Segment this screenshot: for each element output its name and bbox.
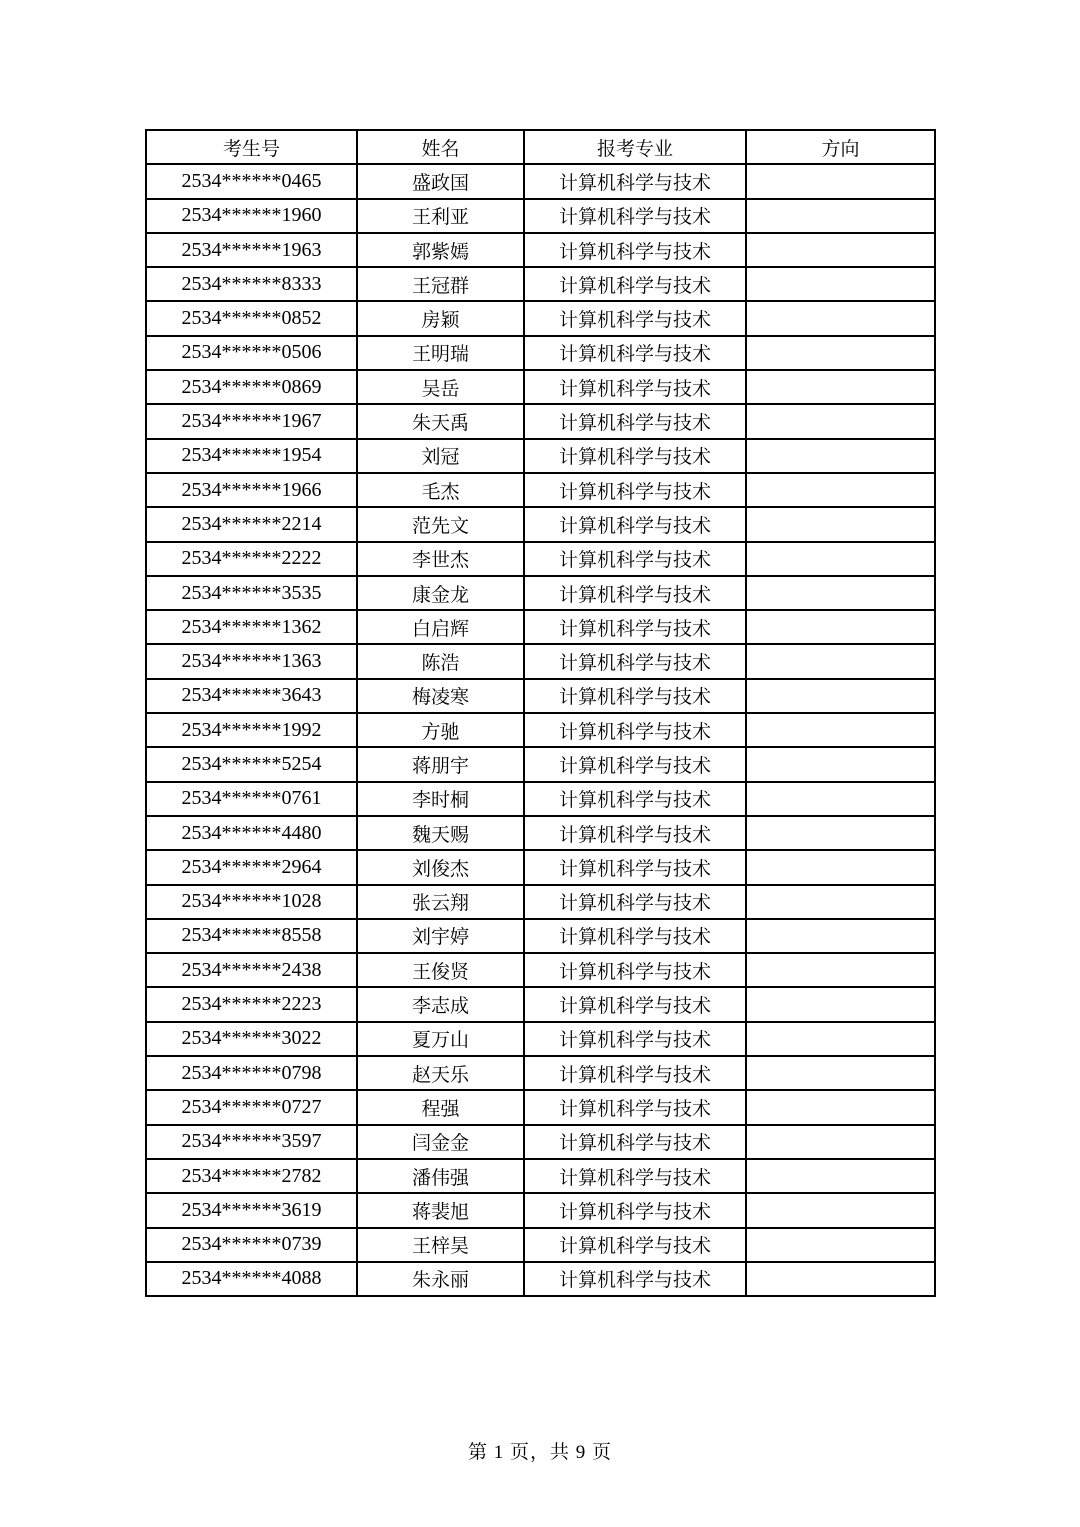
name-cell: 王明瑞 [357, 336, 524, 370]
direction-cell [746, 1228, 935, 1262]
exam-id-cell: 2534******0506 [146, 336, 357, 370]
major-cell: 计算机科学与技术 [524, 1193, 746, 1227]
table-row [146, 1228, 935, 1262]
table-row [146, 1125, 935, 1159]
table-row [146, 1193, 935, 1227]
exam-id-cell: 2534******0761 [146, 782, 357, 816]
exam-id-cell: 2534******0465 [146, 164, 357, 198]
major-cell: 计算机科学与技术 [524, 987, 746, 1021]
name-cell: 刘宇婷 [357, 919, 524, 953]
table-row [146, 816, 935, 850]
major-cell: 计算机科学与技术 [524, 576, 746, 610]
direction-cell [746, 1193, 935, 1227]
column-header-exam-id: 考生号 [146, 130, 357, 164]
table-row [146, 919, 935, 953]
name-cell: 赵天乐 [357, 1056, 524, 1090]
name-cell: 梅凌寒 [357, 679, 524, 713]
table-row [146, 542, 935, 576]
major-cell: 计算机科学与技术 [524, 1090, 746, 1124]
name-cell: 方驰 [357, 713, 524, 747]
direction-cell [746, 507, 935, 541]
major-cell: 计算机科学与技术 [524, 473, 746, 507]
direction-cell [746, 644, 935, 678]
name-cell: 蒋朋宇 [357, 747, 524, 781]
direction-cell [746, 473, 935, 507]
direction-cell [746, 199, 935, 233]
exam-id-cell: 2534******2214 [146, 507, 357, 541]
direction-cell [746, 301, 935, 335]
name-cell: 王梓昊 [357, 1228, 524, 1262]
table-row [146, 1262, 935, 1296]
major-cell: 计算机科学与技术 [524, 713, 746, 747]
major-cell: 计算机科学与技术 [524, 610, 746, 644]
table-header-row [146, 130, 935, 164]
major-cell: 计算机科学与技术 [524, 404, 746, 438]
major-cell: 计算机科学与技术 [524, 850, 746, 884]
exam-id-cell: 2534******3643 [146, 679, 357, 713]
exam-id-cell: 2534******1966 [146, 473, 357, 507]
direction-cell [746, 542, 935, 576]
table-row [146, 301, 935, 335]
major-cell: 计算机科学与技术 [524, 782, 746, 816]
major-cell: 计算机科学与技术 [524, 919, 746, 953]
name-cell: 蒋裴旭 [357, 1193, 524, 1227]
direction-cell [746, 850, 935, 884]
direction-cell [746, 885, 935, 919]
page-footer: 第 1 页，共 9 页 [467, 1442, 612, 1463]
exam-id-cell: 2534******4088 [146, 1262, 357, 1296]
name-cell: 陈浩 [357, 644, 524, 678]
exam-id-cell: 2534******1992 [146, 713, 357, 747]
major-cell: 计算机科学与技术 [524, 816, 746, 850]
column-header-major: 报考专业 [524, 130, 746, 164]
direction-cell [746, 439, 935, 473]
direction-cell [746, 610, 935, 644]
exam-id-cell: 2534******8558 [146, 919, 357, 953]
table-row [146, 1022, 935, 1056]
exam-id-cell: 2534******2223 [146, 987, 357, 1021]
major-cell: 计算机科学与技术 [524, 336, 746, 370]
name-cell: 程强 [357, 1090, 524, 1124]
table-row [146, 644, 935, 678]
direction-cell [746, 1090, 935, 1124]
major-cell: 计算机科学与技术 [524, 199, 746, 233]
exam-id-cell: 2534******0869 [146, 370, 357, 404]
name-cell: 郭紫嫣 [357, 233, 524, 267]
major-cell: 计算机科学与技术 [524, 164, 746, 198]
table-row [146, 164, 935, 198]
table-row [146, 679, 935, 713]
exam-id-cell: 2534******2438 [146, 953, 357, 987]
direction-cell [746, 747, 935, 781]
exam-id-cell: 2534******5254 [146, 747, 357, 781]
exam-id-cell: 2534******1362 [146, 610, 357, 644]
table-row [146, 1056, 935, 1090]
name-cell: 康金龙 [357, 576, 524, 610]
major-cell: 计算机科学与技术 [524, 679, 746, 713]
major-cell: 计算机科学与技术 [524, 1022, 746, 1056]
direction-cell [746, 233, 935, 267]
exam-id-cell: 2534******0739 [146, 1228, 357, 1262]
table-row [146, 713, 935, 747]
name-cell: 王冠群 [357, 267, 524, 301]
exam-id-cell: 2534******1028 [146, 885, 357, 919]
name-cell: 潘伟强 [357, 1159, 524, 1193]
exam-id-cell: 2534******0727 [146, 1090, 357, 1124]
direction-cell [746, 816, 935, 850]
direction-cell [746, 987, 935, 1021]
major-cell: 计算机科学与技术 [524, 885, 746, 919]
table-row [146, 370, 935, 404]
exam-id-cell: 2534******2222 [146, 542, 357, 576]
major-cell: 计算机科学与技术 [524, 1125, 746, 1159]
direction-cell [746, 679, 935, 713]
exam-id-cell: 2534******1963 [146, 233, 357, 267]
table-row [146, 610, 935, 644]
direction-cell [746, 267, 935, 301]
name-cell: 刘冠 [357, 439, 524, 473]
name-cell: 盛政国 [357, 164, 524, 198]
table-row [146, 233, 935, 267]
direction-cell [746, 336, 935, 370]
direction-cell [746, 782, 935, 816]
direction-cell [746, 953, 935, 987]
table-row [146, 439, 935, 473]
exam-id-cell: 2534******4480 [146, 816, 357, 850]
direction-cell [746, 1262, 935, 1296]
name-cell: 王俊贤 [357, 953, 524, 987]
name-cell: 魏天赐 [357, 816, 524, 850]
table-row [146, 953, 935, 987]
exam-id-cell: 2534******8333 [146, 267, 357, 301]
table-row [146, 782, 935, 816]
exam-id-cell: 2534******0852 [146, 301, 357, 335]
column-header-direction: 方向 [746, 130, 935, 164]
name-cell: 刘俊杰 [357, 850, 524, 884]
exam-id-cell: 2534******2964 [146, 850, 357, 884]
major-cell: 计算机科学与技术 [524, 644, 746, 678]
exam-id-cell: 2534******2782 [146, 1159, 357, 1193]
candidate-list-sheet [145, 129, 934, 1297]
name-cell: 李世杰 [357, 542, 524, 576]
direction-cell [746, 1159, 935, 1193]
exam-id-cell: 2534******3619 [146, 1193, 357, 1227]
name-cell: 范先文 [357, 507, 524, 541]
table-row [146, 987, 935, 1021]
table-row [146, 473, 935, 507]
table-row [146, 850, 935, 884]
table-row [146, 1159, 935, 1193]
major-cell: 计算机科学与技术 [524, 542, 746, 576]
name-cell: 毛杰 [357, 473, 524, 507]
table-row [146, 1090, 935, 1124]
exam-id-cell: 2534******1954 [146, 439, 357, 473]
exam-id-cell: 2534******1960 [146, 199, 357, 233]
name-cell: 吴岳 [357, 370, 524, 404]
name-cell: 房颖 [357, 301, 524, 335]
table-body [146, 164, 935, 1296]
exam-id-cell: 2534******1363 [146, 644, 357, 678]
table-row [146, 404, 935, 438]
candidate-table [145, 129, 936, 1297]
major-cell: 计算机科学与技术 [524, 233, 746, 267]
major-cell: 计算机科学与技术 [524, 507, 746, 541]
name-cell: 夏万山 [357, 1022, 524, 1056]
table-row [146, 199, 935, 233]
name-cell: 李志成 [357, 987, 524, 1021]
name-cell: 朱永丽 [357, 1262, 524, 1296]
exam-id-cell: 2534******1967 [146, 404, 357, 438]
exam-id-cell: 2534******3535 [146, 576, 357, 610]
major-cell: 计算机科学与技术 [524, 747, 746, 781]
major-cell: 计算机科学与技术 [524, 953, 746, 987]
direction-cell [746, 1056, 935, 1090]
direction-cell [746, 713, 935, 747]
name-cell: 闫金金 [357, 1125, 524, 1159]
major-cell: 计算机科学与技术 [524, 1262, 746, 1296]
major-cell: 计算机科学与技术 [524, 1228, 746, 1262]
major-cell: 计算机科学与技术 [524, 439, 746, 473]
direction-cell [746, 576, 935, 610]
direction-cell [746, 1022, 935, 1056]
name-cell: 李时桐 [357, 782, 524, 816]
direction-cell [746, 919, 935, 953]
name-cell: 白启辉 [357, 610, 524, 644]
direction-cell [746, 370, 935, 404]
exam-id-cell: 2534******3597 [146, 1125, 357, 1159]
direction-cell [746, 1125, 935, 1159]
direction-cell [746, 404, 935, 438]
major-cell: 计算机科学与技术 [524, 1159, 746, 1193]
table-row [146, 576, 935, 610]
major-cell: 计算机科学与技术 [524, 1056, 746, 1090]
table-row [146, 507, 935, 541]
name-cell: 张云翔 [357, 885, 524, 919]
exam-id-cell: 2534******0798 [146, 1056, 357, 1090]
name-cell: 王利亚 [357, 199, 524, 233]
name-cell: 朱天禹 [357, 404, 524, 438]
column-header-name: 姓名 [357, 130, 524, 164]
major-cell: 计算机科学与技术 [524, 301, 746, 335]
table-row [146, 336, 935, 370]
major-cell: 计算机科学与技术 [524, 267, 746, 301]
table-row [146, 747, 935, 781]
direction-cell [746, 164, 935, 198]
exam-id-cell: 2534******3022 [146, 1022, 357, 1056]
table-row [146, 267, 935, 301]
table-row [146, 885, 935, 919]
major-cell: 计算机科学与技术 [524, 370, 746, 404]
